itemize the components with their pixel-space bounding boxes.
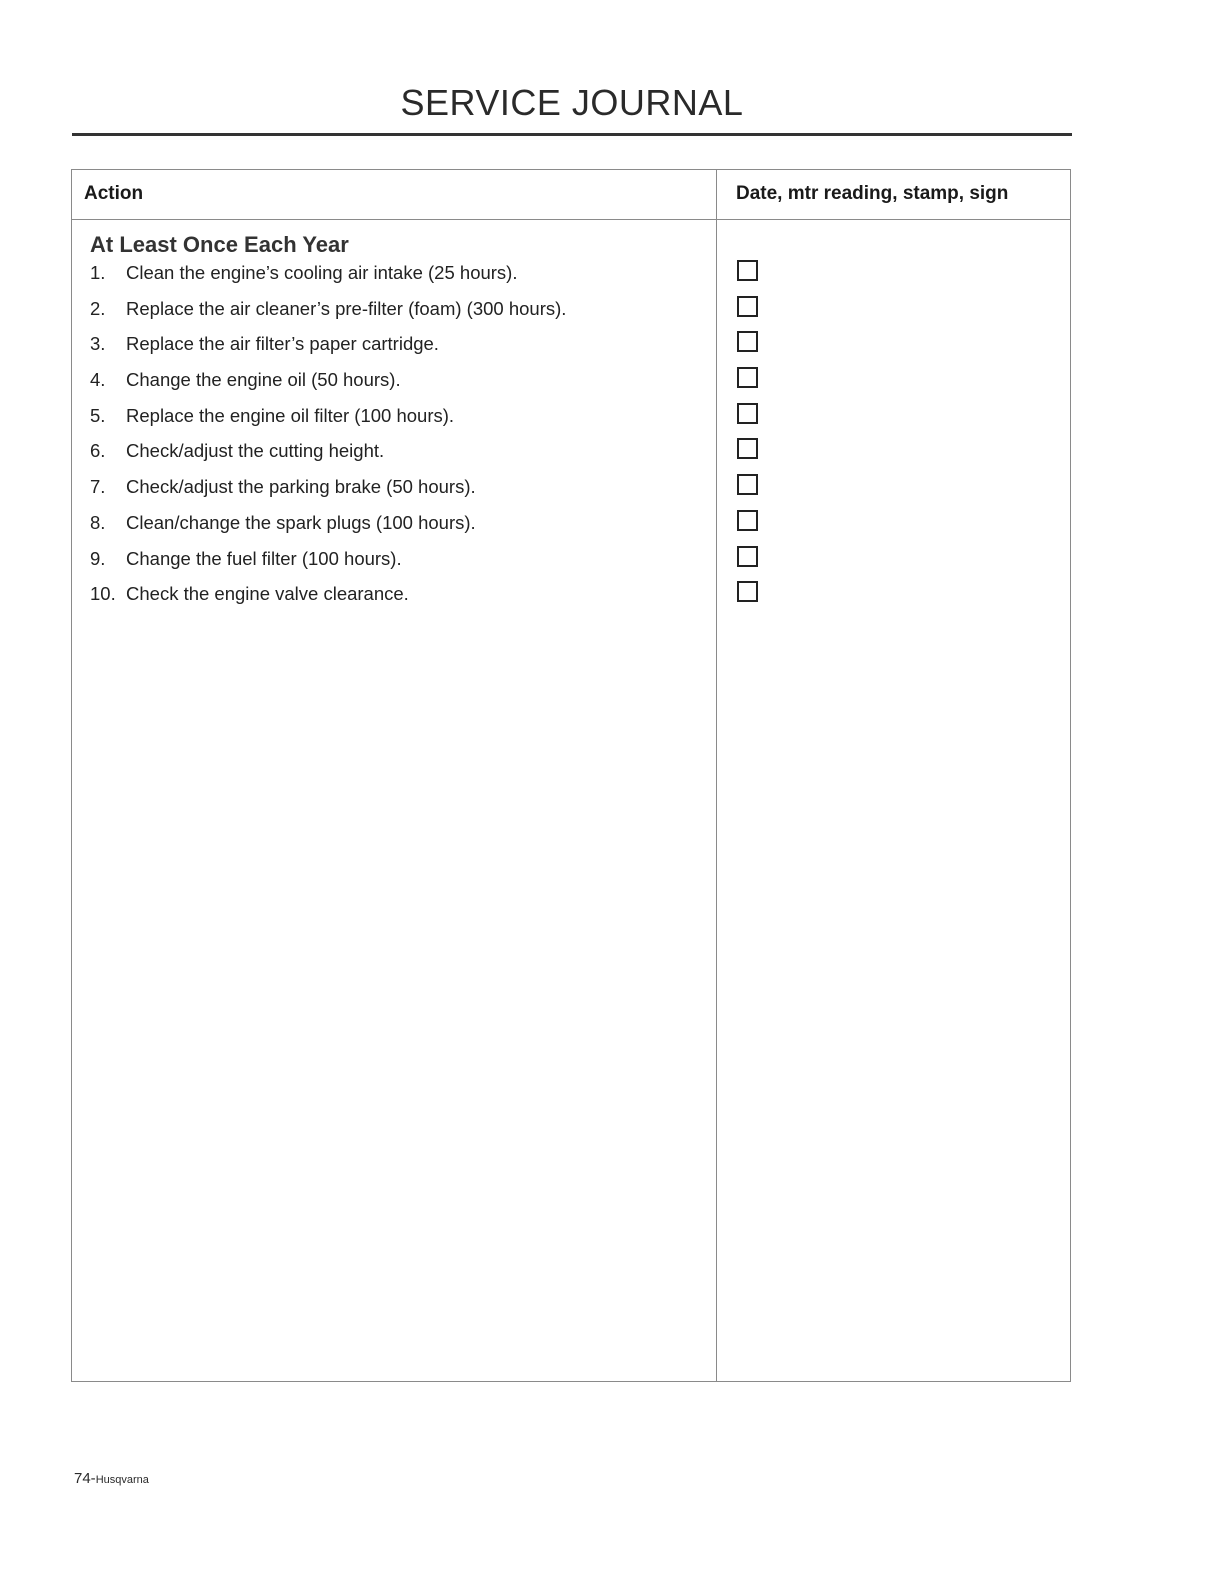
task-text: Check/adjust the parking brake (50 hours). <box>126 476 476 498</box>
task-checkbox[interactable] <box>737 331 758 352</box>
page-footer <box>74 1470 149 1487</box>
task-text: Check/adjust the cutting height. <box>126 440 385 462</box>
task-item <box>90 369 710 405</box>
task-checkbox[interactable] <box>737 367 758 388</box>
task-text: Clean the engine’s cooling air intake (25 hours). <box>126 262 518 283</box>
task-checkbox[interactable] <box>737 581 758 602</box>
task-item <box>90 405 710 441</box>
task-item <box>90 262 710 298</box>
task-checkbox[interactable] <box>737 510 758 531</box>
task-number: 10. <box>90 583 116 605</box>
task-number: 3. <box>90 333 106 355</box>
task-text: Replace the engine oil filter (100 hours). <box>126 404 455 426</box>
task-text: Change the engine oil (50 hours). <box>126 369 401 391</box>
page-number: 74- <box>74 1470 96 1487</box>
task-item <box>90 298 710 334</box>
service-journal-table <box>71 169 1071 1382</box>
task-number: 4. <box>90 369 106 391</box>
task-text: Change the fuel filter (100 hours). <box>126 547 402 569</box>
task-number: 5. <box>90 404 106 426</box>
task-list <box>90 262 710 619</box>
task-item <box>90 333 710 369</box>
date-column-header: Date, mtr reading, stamp, sign <box>736 183 1009 204</box>
task-number: 2. <box>90 297 106 319</box>
checkbox-column <box>737 260 758 617</box>
task-number: 9. <box>90 547 106 569</box>
task-number: 1. <box>90 262 106 283</box>
task-checkbox[interactable] <box>737 260 758 281</box>
task-item <box>90 583 710 619</box>
task-item <box>90 548 710 584</box>
task-item <box>90 476 710 512</box>
task-text: Clean/change the spark plugs (100 hours). <box>126 511 476 533</box>
task-checkbox[interactable] <box>737 474 758 495</box>
task-checkbox[interactable] <box>737 438 758 459</box>
column-divider <box>716 170 717 1381</box>
task-text: Check the engine valve clearance. <box>126 583 409 605</box>
title-rule <box>72 133 1072 136</box>
task-item <box>90 440 710 476</box>
task-number: 8. <box>90 511 106 533</box>
page-title: SERVICE JOURNAL <box>400 82 744 123</box>
action-column-header: Action <box>84 183 144 204</box>
task-item <box>90 512 710 548</box>
task-checkbox[interactable] <box>737 546 758 567</box>
section-heading: At Least Once Each Year <box>90 232 349 257</box>
brand-name: Husqvarna <box>95 1474 149 1486</box>
task-checkbox[interactable] <box>737 403 758 424</box>
task-number: 6. <box>90 440 106 462</box>
table-header-row <box>72 170 1070 220</box>
task-text: Replace the air cleaner’s pre-filter (foam) (300 hours). <box>126 297 567 319</box>
task-number: 7. <box>90 476 106 498</box>
task-checkbox[interactable] <box>737 296 758 317</box>
task-text: Replace the air filter’s paper cartridge. <box>126 333 439 355</box>
